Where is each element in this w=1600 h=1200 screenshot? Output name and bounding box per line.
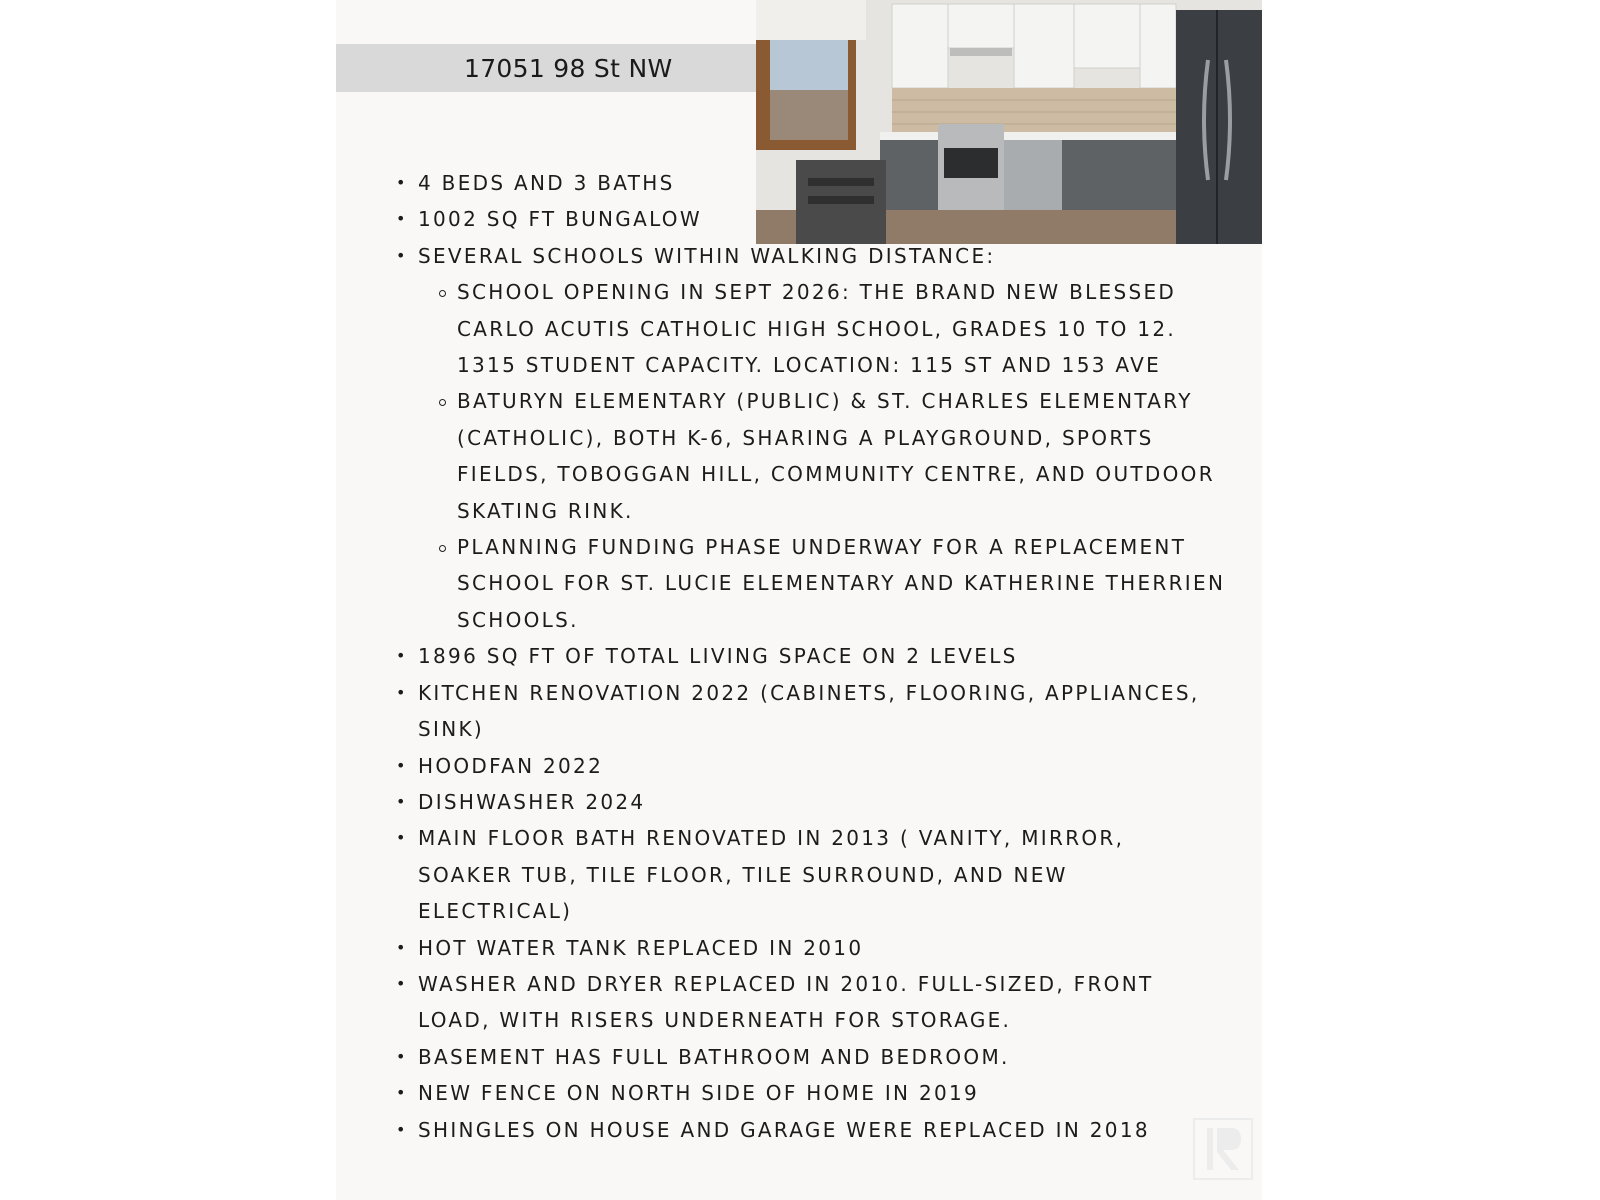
feature-list <box>396 165 1226 1148</box>
feature-text: NEW FENCE ON NORTH SIDE OF HOME IN 2019 <box>418 1081 980 1106</box>
feature-text: MAIN FLOOR BATH RENOVATED IN 2013 ( VANITY, MIRROR, SOAKER TUB, TILE FLOOR, TILE SURROUND, AND NEW ELECTRICAL) <box>418 826 1125 924</box>
feature-text: HOODFAN 2022 <box>418 753 604 778</box>
list-item <box>396 784 1226 820</box>
school-note: PLANNING FUNDING PHASE UNDERWAY FOR A REPLACEMENT SCHOOL FOR ST. LUCIE ELEMENTARY AND KATHERINE THERRIEN SCHOOLS. <box>457 535 1226 632</box>
sub-list-item <box>457 274 1226 383</box>
listing-address: 17051 98 St NW <box>464 54 673 83</box>
school-sublist <box>418 274 1226 638</box>
feature-text: 1896 SQ FT OF TOTAL LIVING SPACE ON 2 LEVELS <box>418 644 1018 669</box>
sub-list-item <box>457 529 1226 638</box>
list-item <box>396 638 1226 674</box>
list-item <box>396 748 1226 784</box>
feature-text: 4 BEDS AND 3 BATHS <box>418 171 675 195</box>
list-item <box>396 238 1226 638</box>
feature-text: DISHWASHER 2024 <box>418 789 646 814</box>
feature-text: 1002 SQ FT BUNGALOW <box>418 207 702 232</box>
list-item <box>396 1039 1226 1075</box>
list-item <box>396 675 1226 748</box>
list-item <box>396 201 1226 237</box>
list-item <box>396 966 1226 1039</box>
feature-text: KITCHEN RENOVATION 2022 (CABINETS, FLOORING, APPLIANCES, SINK) <box>418 680 1200 742</box>
brokerage-logo-icon <box>1193 1118 1253 1180</box>
list-item <box>396 1112 1226 1148</box>
feature-text: SEVERAL SCHOOLS WITHIN WALKING DISTANCE: <box>418 243 996 268</box>
list-item <box>396 930 1226 966</box>
school-note: BATURYN ELEMENTARY (PUBLIC) & ST. CHARLES ELEMENTARY (CATHOLIC), BOTH K-6, SHARING A PLAYGROUND, SPORTS FIELDS, TOBOGGAN HILL, COMMUNITY CENTRE, AND OUTDOOR SKATING RINK. <box>457 389 1215 523</box>
school-note: SCHOOL OPENING IN SEPT 2026: THE BRAND NEW BLESSED CARLO ACUTIS CATHOLIC HIGH SCHOOL, GRADES 10 TO 12. 1315 STUDENT CAPACITY. LOCATION: 115 ST AND 153 AVE <box>457 280 1177 378</box>
feature-text: HOT WATER TANK REPLACED IN 2010 <box>418 935 864 960</box>
sub-list-item <box>457 383 1226 529</box>
list-item <box>396 165 1226 201</box>
list-item <box>396 820 1226 929</box>
listing-sheet <box>336 0 1262 1200</box>
title-band <box>336 44 758 92</box>
list-item <box>396 1075 1226 1111</box>
feature-text: SHINGLES ON HOUSE AND GARAGE WERE REPLACED IN 2018 <box>418 1117 1150 1142</box>
feature-text: BASEMENT HAS FULL BATHROOM AND BEDROOM. <box>418 1044 1010 1069</box>
feature-text: WASHER AND DRYER REPLACED IN 2010. FULL-SIZED, FRONT LOAD, WITH RISERS UNDERNEATH FOR STORAGE. <box>418 971 1154 1033</box>
